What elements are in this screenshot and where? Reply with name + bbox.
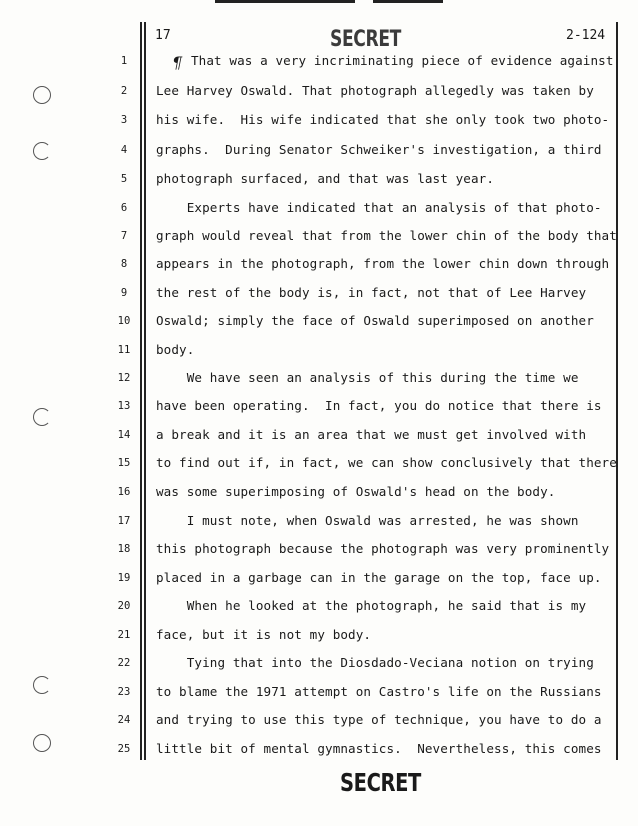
- binder-hole: [33, 86, 51, 104]
- transcript-line: face, but it is not my body.: [156, 627, 372, 642]
- line-number: 20: [117, 600, 131, 612]
- line-number: 23: [117, 686, 131, 698]
- line-number: 1: [120, 55, 128, 67]
- line-number: 22: [117, 657, 131, 669]
- line-number: 6: [120, 202, 128, 214]
- document-number: 2-124: [566, 28, 606, 43]
- line-number: 24: [117, 714, 131, 726]
- transcript-line: Tying that into the Diosdado-Veciana notion on trying: [156, 655, 594, 670]
- transcript-line: Oswald; simply the face of Oswald superimposed on another: [156, 313, 594, 328]
- transcript-line: body.: [156, 342, 195, 357]
- scan-edge-bar: [215, 0, 355, 3]
- transcript-line: When he looked at the photograph, he said that is my: [156, 598, 587, 613]
- line-number: 8: [120, 258, 128, 270]
- line-number: 18: [117, 543, 131, 555]
- transcript-line: the rest of the body is, in fact, not that of Lee Harvey: [156, 285, 587, 300]
- line-number: 9: [120, 287, 128, 299]
- line-number: 14: [117, 429, 131, 441]
- transcript-line: graph would reveal that from the lower chin of the body that: [156, 228, 617, 243]
- binder-hole: [33, 676, 51, 694]
- transcript-line: That was a very incriminating piece of evidence against: [191, 53, 614, 68]
- transcript-line: photograph surfaced, and that was last year.: [156, 171, 495, 186]
- paragraph-mark: ¶: [172, 53, 183, 72]
- line-number: 11: [117, 344, 131, 356]
- left-margin-rule: [140, 22, 142, 760]
- line-number: 7: [120, 230, 128, 242]
- transcript-line: to blame the 1971 attempt on Castro's life on the Russians: [156, 684, 602, 699]
- transcript-line: this photograph because the photograph was very prominently: [156, 541, 610, 556]
- transcript-line: graphs. During Senator Schweiker's investigation, a third: [156, 142, 602, 157]
- line-number: 10: [117, 315, 131, 327]
- line-number: 2: [120, 85, 128, 97]
- transcript-line: Lee Harvey Oswald. That photograph allegedly was taken by: [156, 83, 594, 98]
- transcript-line: little bit of mental gymnastics. Nevertheless, this comes: [156, 741, 602, 756]
- line-number: 19: [117, 572, 131, 584]
- transcript-line: appears in the photograph, from the lower chin down through: [156, 256, 610, 271]
- line-number: 15: [117, 457, 131, 469]
- line-number: 13: [117, 400, 131, 412]
- line-number: 4: [120, 144, 128, 156]
- transcript-line: was some superimposing of Oswald's head on the body.: [156, 484, 556, 499]
- line-number: 3: [120, 114, 128, 126]
- binder-hole: [33, 142, 51, 160]
- line-number: 25: [117, 743, 131, 755]
- classification-stamp-top: SECRET: [330, 27, 401, 52]
- binder-hole: [33, 408, 51, 426]
- line-number: 12: [117, 372, 131, 384]
- right-margin-rule: [616, 22, 618, 760]
- binder-hole: [33, 734, 51, 752]
- transcript-line: and trying to use this type of technique, you have to do a: [156, 712, 602, 727]
- transcript-line: have been operating. In fact, you do notice that there is: [156, 398, 602, 413]
- page-number: 17: [155, 28, 171, 43]
- transcript-line: We have seen an analysis of this during the time we: [156, 370, 579, 385]
- scan-edge-bar: [373, 0, 443, 3]
- line-number: 21: [117, 629, 131, 641]
- classification-stamp-bottom: SECRET: [340, 768, 421, 797]
- transcript-line: Experts have indicated that an analysis of that photo-: [156, 200, 602, 215]
- left-margin-rule: [144, 22, 146, 760]
- line-number: 5: [120, 173, 128, 185]
- transcript-line: a break and it is an area that we must get involved with: [156, 427, 587, 442]
- transcript-line: I must note, when Oswald was arrested, he was shown: [156, 513, 579, 528]
- line-number: 17: [117, 515, 131, 527]
- transcript-line: placed in a garbage can in the garage on the top, face up.: [156, 570, 602, 585]
- transcript-line: his wife. His wife indicated that she only took two photo-: [156, 112, 610, 127]
- line-number: 16: [117, 486, 131, 498]
- transcript-line: to find out if, in fact, we can show conclusively that there: [156, 455, 617, 470]
